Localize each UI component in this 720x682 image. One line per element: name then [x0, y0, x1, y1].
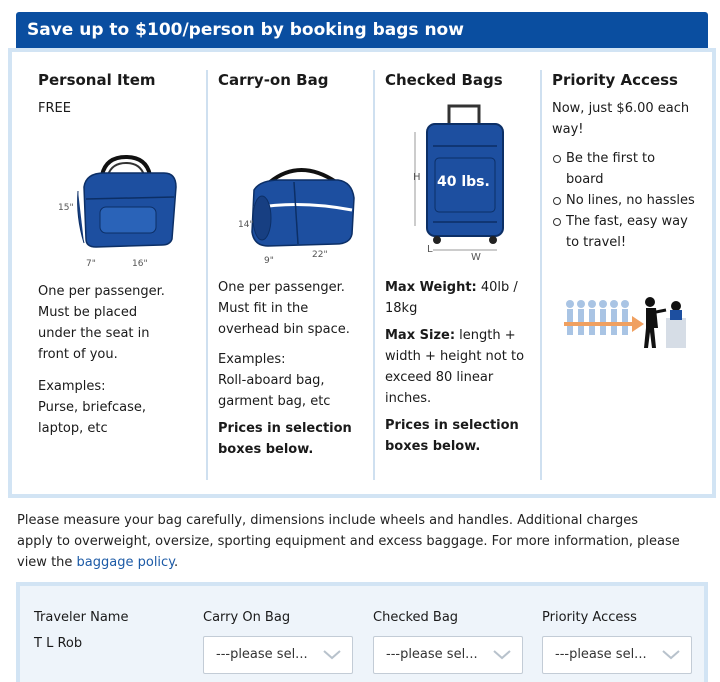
promo-banner [16, 12, 708, 48]
checked-max-weight: Max Weight: 40lb / 18kg [385, 280, 518, 316]
chevron-down-icon [322, 647, 342, 661]
carryon-description: One per passenger. Must fit in the overhead bin space. [218, 280, 350, 337]
checked-bag-select[interactable]: ---please sel... [373, 636, 523, 674]
carry-on-select[interactable]: ---please sel... [203, 636, 353, 674]
carryon-dim-h: 14" [238, 220, 254, 230]
checked-bags-title: Checked Bags [385, 71, 503, 89]
checked-bag-weight-label: 40 lbs. [437, 174, 490, 190]
traveler-name-header: Traveler Name [34, 610, 129, 625]
carryon-title: Carry-on Bag [218, 71, 329, 89]
measurement-note: Please measure your bag carefully, dimensions include wheels and handles. Additional charges apply to overweight, oversize, sporting equipment and excess baggage. For more information, please view the baggage policy. [17, 513, 680, 570]
personal-item-column [38, 70, 196, 480]
priority-price: Now, just $6.00 each way! [552, 101, 690, 137]
priority-boarding-illustration [562, 294, 692, 354]
priority-access-column [540, 70, 706, 480]
bag-selection-panel [16, 582, 708, 682]
carryon-prices-note: Prices in selection boxes below. [218, 421, 352, 457]
baggage-policy-link[interactable]: baggage policy [76, 555, 175, 570]
checked-max-size: Max Size: length + width + height not to exceed 80 linear inches. [385, 328, 525, 406]
carryon-column [206, 70, 364, 480]
priority-access-header: Priority Access [542, 610, 637, 625]
personal-item-price: FREE [38, 101, 71, 116]
personal-item-examples: Examples: Purse, briefcase, laptop, etc [38, 379, 147, 436]
checked-dim-l: L [427, 244, 433, 255]
banner-title: Save up to $100/person by booking bags now [27, 20, 464, 40]
carryon-image [218, 90, 364, 277]
personal-item-title: Personal Item [38, 71, 156, 89]
carry-on-header: Carry On Bag [203, 610, 291, 625]
priority-access-select[interactable]: ---please sel... [542, 636, 692, 674]
checked-bags-column [373, 70, 531, 480]
carryon-bag-illustration [240, 160, 360, 260]
priority-benefits-list [552, 148, 706, 253]
checked-bag-image [385, 90, 531, 277]
carryon-dim-d: 9" [264, 256, 274, 266]
personal-item-description: One per passenger. Must be placed under the seat in front of you. [38, 284, 165, 362]
list-item: No lines, no hassles [552, 190, 706, 211]
checked-dim-h: H [413, 172, 421, 183]
priority-title: Priority Access [552, 71, 678, 89]
personal-bag-illustration [56, 147, 186, 257]
chevron-down-icon [661, 647, 681, 661]
checked-dim-w: W [471, 252, 481, 263]
traveler-name: T L Rob [34, 636, 83, 651]
checked-bag-header: Checked Bag [373, 610, 459, 625]
personal-dim-h: 15" [58, 203, 74, 213]
carryon-dim-w: 22" [312, 250, 328, 260]
personal-dim-d: 7" [86, 259, 96, 269]
list-item: Be the first to board [552, 148, 706, 190]
list-item: The fast, easy way to travel! [552, 211, 706, 253]
carryon-examples: Examples: Roll-aboard bag, garment bag, etc [218, 352, 331, 409]
checked-prices-note: Prices in selection boxes below. [385, 418, 519, 454]
personal-dim-w: 16" [132, 259, 148, 269]
chevron-down-icon [492, 647, 512, 661]
personal-item-image [38, 119, 196, 277]
baggage-info-panel [8, 48, 716, 498]
